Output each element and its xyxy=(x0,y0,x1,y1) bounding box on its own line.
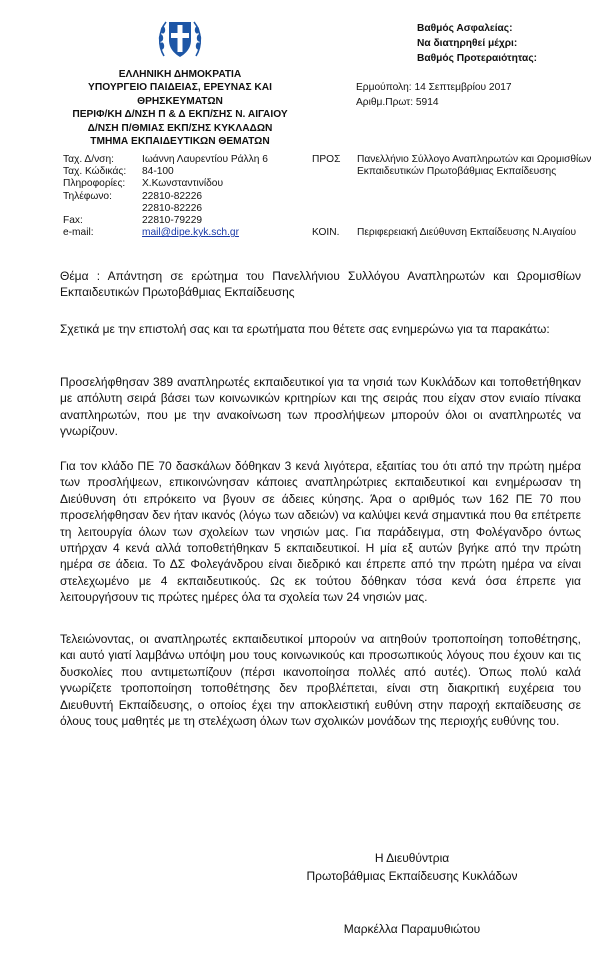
contact-value: Ιωάννη Λαυρεντίου Ράλλη 6 xyxy=(142,154,268,165)
header-line: ΥΠΟΥΡΓΕΙΟ ΠΑΙΔΕΙΑΣ, ΕΡΕΥΝΑΣ ΚΑΙ xyxy=(88,82,272,94)
header-line: Δ/ΝΣΗ Π/ΘΜΙΑΣ ΕΚΠ/ΣΗΣ ΚΥΚΛΑΔΩΝ xyxy=(87,122,273,134)
contact-value: 84-100 xyxy=(142,166,174,178)
signature-name: Μαρκέλλα Παραμυθιώτου xyxy=(343,922,481,936)
date-block xyxy=(356,80,512,110)
security-block xyxy=(417,22,537,66)
contact-row xyxy=(63,203,268,215)
header-line: ΤΜΗΜΑ ΕΚΠΑΙΔΕΥΤΙΚΩΝ ΘΕΜΑΤΩΝ xyxy=(90,136,270,148)
recipient-label: ΠΡΟΣ xyxy=(312,154,341,165)
keep-until: Να διατηρηθεί μέχρι: xyxy=(417,37,518,49)
contact-label xyxy=(63,203,142,215)
contact-label: Ταχ. Δ/νση: xyxy=(63,154,114,165)
security-level: Βαθμός Ασφαλείας: xyxy=(417,23,513,34)
signature-title: Η Διευθύντρια xyxy=(374,851,450,865)
email-link[interactable]: mail@dipe.kyk.sch.gr xyxy=(142,227,239,239)
greek-coat-of-arms-icon xyxy=(156,16,204,62)
signature-office: Πρωτοβάθμιας Εκπαίδευσης Κυκλάδων xyxy=(306,869,518,883)
contact-value: 22810-82226 xyxy=(142,202,203,214)
ministry-header xyxy=(20,68,340,148)
header-line: ΘΡΗΣΚΕΥΜΑΤΩΝ xyxy=(137,95,223,107)
header-line: ΠΕΡΙΦ/ΚΗ Δ/ΝΣΗ Π & Δ ΕΚΠ/ΣΗΣ Ν. ΑΙΓΑΙΟΥ xyxy=(72,109,288,121)
contact-row xyxy=(63,154,268,166)
protocol-number: Αριθμ.Πρωτ: 5914 xyxy=(356,97,439,108)
body-paragraph: Προσελήφθησαν 389 αναπληρωτές εκπαιδευτικοί για τα νησιά των Κυκλάδων και τοποθετήθηκαν με απόλυτη σειρά βάσει των κοινωνικών κριτηρίων και της σειράς που είχαν στον ενιαίο πίνακα αναπληρωτών, που με την ανακοίνωση των προσλήψεων μπορούν όλοι οι αναπληρωτές να γνωρίζουν. xyxy=(60,375,581,439)
contact-row xyxy=(63,166,268,178)
contact-row xyxy=(63,191,268,203)
subject-line: Θέμα : Απάντηση σε ερώτημα του Πανελλήνιου Συλλόγου Αναπληρωτών και Ωρομισθίων Εκπαιδευτικών Πρωτοβάθμιας Εκπαίδευσης xyxy=(60,269,581,300)
contact-row xyxy=(63,178,268,190)
contact-label: Τηλέφωνο: xyxy=(63,190,112,202)
contact-value: 22810-79229 xyxy=(142,215,203,227)
contact-value: 22810-82226 xyxy=(142,190,203,202)
contact-block xyxy=(63,154,268,239)
contact-row xyxy=(63,227,268,239)
header-line: ΕΛΛΗΝΙΚΗ ΔΗΜΟΚΡΑΤΙΑ xyxy=(118,69,242,80)
cc-value: Περιφερειακή Διεύθυνση Εκπαίδευσης Ν.Αιγαίου xyxy=(357,227,577,238)
contact-label: Πληροφορίες: xyxy=(63,178,126,190)
priority-level: Βαθμός Προτεραιότητας: xyxy=(417,52,538,64)
contact-label: Fax: xyxy=(63,215,83,227)
contact-value: Χ.Κωνσταντινίδου xyxy=(142,178,224,190)
contact-label: Ταχ. Κώδικάς: xyxy=(63,166,127,178)
contact-row xyxy=(63,215,268,227)
cc-label: ΚΟΙΝ. xyxy=(312,227,340,238)
body-paragraph: Για τον κλάδο ΠΕ 70 δασκάλων δόθηκαν 3 κενά λιγότερα, εξαιτίας του ότι από την πρώτη ημέρα των προσλήψεων, επικοινώνησαν κάποιες αναπληρώτριες εκπαιδευτικοί και ενημέρωσαν τη Διεύθυνση ότι επρόκειτο να βγουν σε άδειες κύησης. Άρα ο αριθμός των 162 ΠΕ 70 που προσελήφθησαν δεν ήταν ικανός (λόγω των αδειών) να καλύψει κενά σημαντικά που θα επέτρεπε τη λειτουργία όλων των σχολείων των νησιών μας. Για παράδειγμα, στη Φολέγανδρο όντως υπήρχαν 4 κενά αλλά τοποθετήθηκαν 5 εκπαιδευτικοί. Η μία εξ αυτών βγήκε από την πρώτη ημέρα σε άδεια. Το ΔΣ Φολεγάνδρου είναι διεδρικό και έπρεπε από την πρώτη ημέρα να είναι στελεχωμένο με 4 εκπαιδευτικούς. Ως εκ τούτου δόθηκαν τόσα κενά όσα έπρεπε για λειτουργήσουν τις πρώτες ημέρες όλα τα σχολεία των 24 νησιών μας. xyxy=(60,459,581,605)
document-date: Ερμούπολη: 14 Σεπτεμβρίου 2017 xyxy=(356,82,512,93)
recipient-value: Πανελλήνιο Σύλλογο Αναπληρωτών και Ωρομισθίων Εκπαιδευτικών Πρωτοβάθμιας Εκπαίδευσης xyxy=(357,154,592,178)
intro-paragraph: Σχετικά με την επιστολή σας και τα ερωτήματα που θέτετε σας ενημερώνω για τα παρακάτω: xyxy=(60,322,550,336)
email-label: e-mail: xyxy=(63,227,94,239)
body-paragraph: Τελειώνοντας, οι αναπληρωτές εκπαιδευτικοί μπορούν να αιτηθούν τροποποίηση τοποθέτησης, και αυτό γιατί λαμβάνω υπόψη μου τους κοινωνικούς και προσωπικούς λόγους που έχουν και τις δυσκολίες που αντιμετωπίζουν (πέρσι ικανοποίησα πολλές από αυτές). Όπως πολύ καλά γνωρίζετε τροποποίηση τοποθέτησης δεν προβλέπεται, είναι στη διακριτική ευχέρεια του Διευθυντή Εκπαίδευσης, ο οποίος έχει την αποκλειστική ευθύνη στην παροχή εκπαίδευσης σε όλους τους μαθητές με τη στελέχωση όλων των σχολικών μονάδων της περιοχής ευθύνης του. xyxy=(60,632,581,729)
